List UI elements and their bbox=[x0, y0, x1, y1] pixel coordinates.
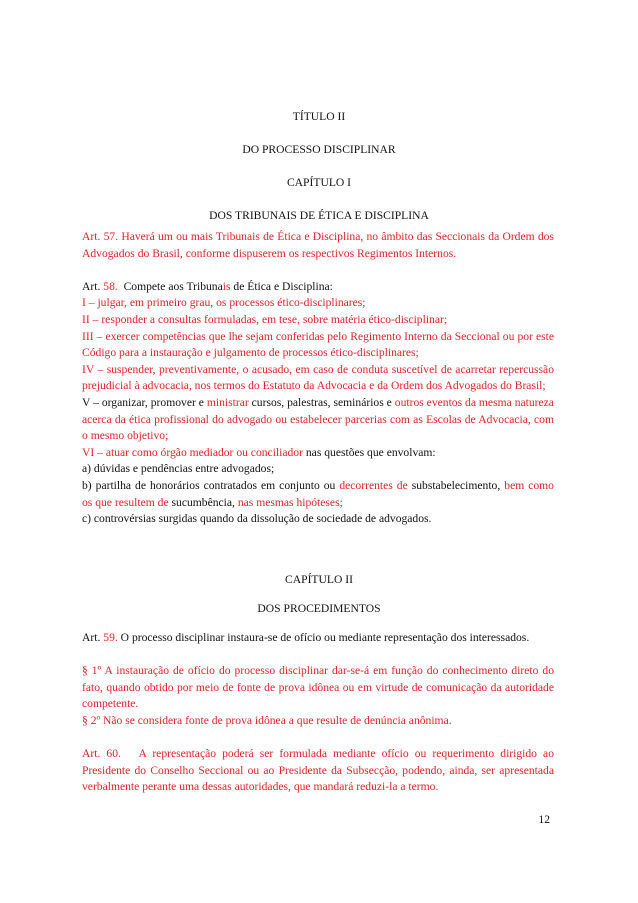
item-vi bbox=[82, 445, 554, 462]
item-i: I – julgar, em primeiro grau, os processos ético-disciplinares; bbox=[82, 296, 366, 310]
item-a: a) dúvidas e pendências entre advogados; bbox=[82, 462, 275, 476]
item-b-text: substabelecimento, bbox=[411, 478, 501, 492]
chapter-1-heading: CAPÍTULO I bbox=[286, 176, 352, 189]
item-v bbox=[82, 395, 554, 445]
article-text: de Ética e Disciplina: bbox=[233, 279, 333, 293]
article-number: 59. bbox=[103, 631, 118, 644]
page-number: 12 bbox=[538, 813, 550, 826]
article-57: Art. 57. Haverá um ou mais Tribunais de Ética e Disciplina, no âmbito das Seccionais da Ordem dos Advogados do Brasil, conforme dispuserem os respectivos Regimentos Internos. bbox=[82, 230, 554, 260]
article-label: Art. 60. bbox=[82, 747, 121, 761]
chapter-1-subheading: DOS TRIBUNAIS DE ÉTICA E DISCIPLINA bbox=[209, 209, 429, 222]
item-v-text: outros eventos da mesma natureza acerca da ética profissional do advogado ou estabelecer parcerias com as Escolas de Advocacia, com o mesmo objetivo; bbox=[82, 395, 554, 443]
article-60 bbox=[82, 746, 554, 796]
item-b-text: b) partilha de honorários contratados em conjunto ou bbox=[82, 478, 336, 492]
article-text: Compete aos Tribuna bbox=[123, 279, 223, 293]
item-b-text: decorrentes de bbox=[339, 478, 408, 492]
article-text-suffix: is bbox=[222, 279, 231, 293]
item-v-text: cursos, palestras, seminários e bbox=[251, 395, 392, 409]
item-v-text: V – organizar, promover e bbox=[82, 395, 204, 409]
article-label: Art. bbox=[82, 279, 101, 293]
title-heading: TÍTULO II bbox=[292, 110, 346, 123]
item-v-text: ministrar bbox=[206, 395, 249, 409]
item-vi-text: VI – atuar como órgão mediador ou conciliador bbox=[82, 445, 303, 459]
article-label: Art. bbox=[82, 631, 101, 644]
item-b-text: bem como os que resultem de bbox=[82, 478, 554, 509]
chapter-2-body bbox=[82, 630, 554, 796]
paragraph-2: § 2º Não se considera fonte de prova idônea a que resulte de denúncia anônima. bbox=[82, 713, 452, 727]
item-vi-text: nas questões que envolvam: bbox=[305, 445, 436, 459]
item-ii: II – responder a consultas formuladas, em tese, sobre matéria ético-disciplinar; bbox=[82, 312, 448, 326]
item-iii: III – exercer competências que lhe sejam conferidas pelo Regimento Interno da Seccional ou por este Código para a instauração e julgamento de processos ético-disciplinares; bbox=[82, 329, 554, 360]
article-text: A representação poderá ser formulada mediante ofício ou requerimento dirigido ao Presidente do Conselho Seccional ou ao Presidente da Subsecção, podendo, ainda, ser apresentada verbalmente perante uma dessas autoridades, que mandará reduzi-la a termo. bbox=[82, 747, 554, 794]
item-iv: IV – suspender, preventivamente, o acusado, em caso de conduta suscetível de acarretar repercussão prejudicial à advocacia, nos termos do Estatuto da Advocacia e da Ordem dos Advogados do Brasil; bbox=[82, 362, 554, 393]
article-59 bbox=[82, 630, 554, 647]
article-58-intro bbox=[82, 279, 554, 296]
article-number: 58. bbox=[103, 279, 118, 293]
item-c: c) controvérsias surgidas quando da dissolução de sociedade de advogados. bbox=[82, 512, 432, 526]
item-b-text: sucumbência, bbox=[171, 495, 235, 509]
chapter-2-subheading: DOS PROCEDIMENTOS bbox=[257, 602, 381, 615]
paragraph-1: § 1º A instauração de ofício do processo disciplinar dar-se-á em função do conhecimento direto do fato, quando obtido por meio de fonte de prova idônea ou em virtude de comunicação da autoridade competente. bbox=[82, 664, 554, 711]
chapter-2-heading: CAPÍTULO II bbox=[285, 573, 353, 586]
item-b bbox=[82, 478, 554, 511]
chapter-1-body bbox=[82, 229, 554, 528]
item-b-text: nas mesmas hipóteses; bbox=[237, 495, 343, 509]
article-text: O processo disciplinar instaura-se de ofício ou mediante representação dos interessados. bbox=[120, 631, 530, 644]
title-subheading: DO PROCESSO DISCIPLINAR bbox=[242, 143, 396, 156]
